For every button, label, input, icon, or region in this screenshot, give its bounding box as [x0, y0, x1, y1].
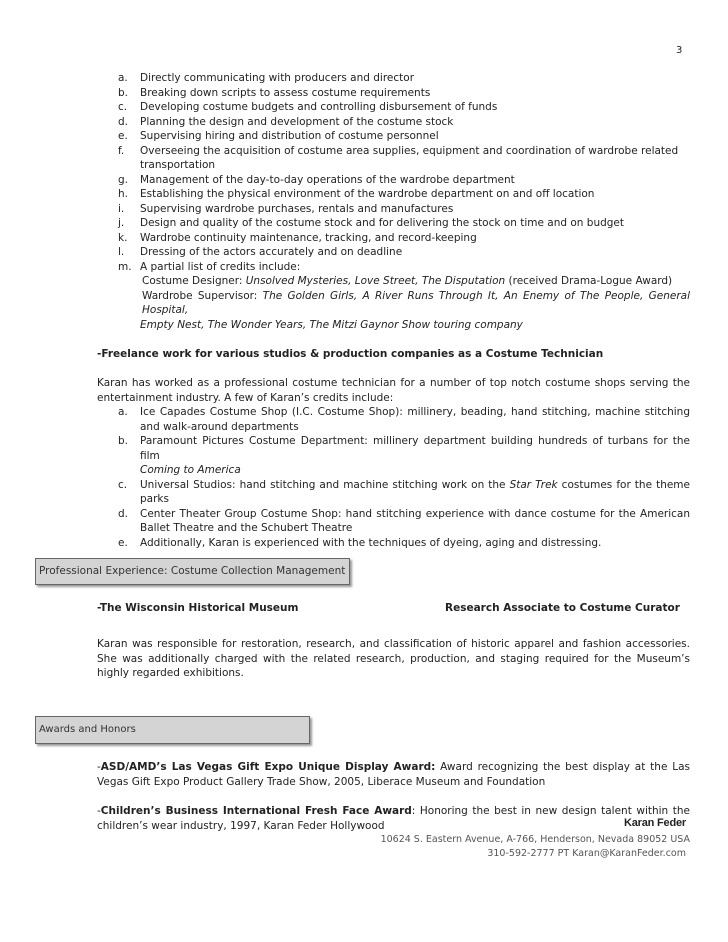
list-item: i. Supervising wardrobe purchases, rentals and manufactures	[118, 202, 454, 215]
section-header-awards: Awards and Honors	[35, 716, 310, 744]
collection-role: Research Associate to Costume Curator	[445, 602, 680, 614]
list-item: c. Developing costume budgets and controlling disbursement of funds	[118, 101, 498, 113]
award-item: -Children’s Business International Fresh Face Award: Honoring the best in new design talent within the children’s wear industry, 1997, Karan Feder Hollywood	[97, 805, 690, 832]
credits-supervisor: Wardrobe Supervisor: The Golden Girls, A River Runs Through It, An Enemy of The People, General Hospital,	[142, 289, 690, 316]
award-item: -ASD/AMD’s Las Vegas Gift Expo Unique Display Award: Award recognizing the best display at the Las Vegas Gift Expo Product Gallery Trade Show, 2005, Liberace Museum and Foundation	[97, 761, 690, 788]
list-item: e. Additionally, Karan is experienced with the techniques of dyeing, aging and distressing.	[118, 536, 602, 549]
list-item: g. Management of the day-to-day operations of the wardrobe department	[118, 173, 515, 186]
footer-address: 10624 S. Eastern Avenue, A-766, Henderson, Nevada 89052 USA	[380, 834, 690, 845]
list-item: l. Dressing of the actors accurately and on deadline	[118, 246, 403, 258]
list-item: h. Establishing the physical environment of the wardrobe department on and off location	[118, 188, 595, 200]
list-item: f. Overseeing the acquisition of costume area supplies, equipment and coordination of wardrobe related transportation	[118, 144, 679, 171]
section-header-collection: Professional Experience: Costume Collection Management	[35, 558, 350, 585]
list-item: c. Universal Studios: hand stitching and machine stitching work on the Star Trek costumes for the theme parks	[118, 478, 691, 505]
list-item: d. Planning the design and development of the costume stock	[118, 115, 454, 128]
collection-description: Karan was responsible for restoration, research, and classification of historic apparel and fashion accessories. She was additionally charged with the related research, production, and staging required for the Museum’s highly regarded exhibitions.	[97, 638, 690, 679]
list-item: b. Breaking down scripts to assess costume requirements	[118, 86, 431, 99]
list-item: k. Wardrobe continuity maintenance, tracking, and record-keeping	[118, 231, 477, 244]
freelance-intro: Karan has worked as a professional costume technician for a number of top notch costume shops serving the entertainment industry. A few of Karan’s credits include:	[97, 377, 690, 404]
duties-list	[118, 71, 690, 332]
list-item: e. Supervising hiring and distribution of costume personnel	[118, 130, 439, 142]
footer-contact: 310-592-2777 PT Karan@KaranFeder.com	[487, 848, 686, 859]
collection-employer: -The Wisconsin Historical Museum	[97, 602, 299, 614]
freelance-heading: -Freelance work for various studios & production companies as a Costume Technician	[97, 348, 604, 360]
list-item: m. A partial list of credits include: Costume Designer: Unsolved Mysteries, Love Street, The Disputation (received Drama-Logue Award) Wardrobe Supervisor: The Golden Girls, A River Runs Through It, An Enemy of The People, General Hospital, Empty Nest, The Wonder Years, The Mitzi Gaynor Show touring company	[118, 260, 690, 331]
freelance-list	[118, 405, 690, 550]
credits-designer: Costume Designer: Unsolved Mysteries, Love Street, The Disputation (received Drama-Logue Award)	[142, 275, 673, 287]
page-number: 3	[676, 45, 683, 56]
credits-supervisor-cont: Empty Nest, The Wonder Years, The Mitzi Gaynor Show touring company	[140, 318, 523, 331]
list-item: j. Design and quality of the costume stock and for delivering the stock on time and on budget	[118, 217, 625, 229]
list-item: b. Paramount Pictures Costume Department: millinery department building hundreds of turbans for the film Coming to America	[118, 435, 690, 476]
list-item: d. Center Theater Group Costume Shop: hand stitching experience with dance costume for the American Ballet Theatre and the Schubert Theatre	[118, 507, 690, 534]
list-item: a. Directly communicating with producers and director	[118, 72, 415, 84]
list-item: a. Ice Capades Costume Shop (I.C. Costume Shop): millinery, beading, hand stitching, machine stitching and walk-around departments	[118, 406, 690, 433]
footer-name: Karan Feder	[624, 817, 686, 829]
